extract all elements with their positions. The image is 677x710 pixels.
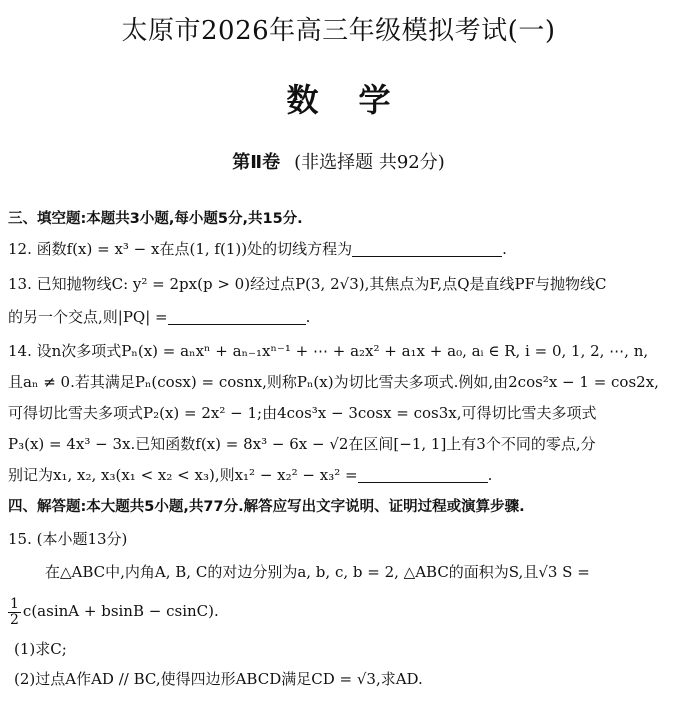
question-14-end: .: [487, 466, 493, 484]
fraction-denominator: 2: [10, 611, 19, 628]
question-13-end: .: [305, 308, 311, 326]
answer-blank-14[interactable]: [358, 466, 488, 483]
question-15-formula: c(asinA + bsinB − csinC).: [22, 602, 219, 620]
question-14-line-3: 可得切比雪夫多项式P₂(x) = 2x² − 1;由4cos³x − 3cosx = cos3x,可得切比雪夫多项式: [8, 404, 597, 422]
fraction-numerator: 1: [10, 595, 19, 612]
volume-note: (非选择题 共92分): [294, 152, 445, 173]
section-4-heading: 四、解答题:本大题共5小题,共77分.解答应写出文字说明、证明过程或演算步骤.: [8, 499, 525, 515]
volume-line: [0, 148, 677, 174]
question-12-end: .: [502, 240, 507, 258]
section-3-heading: 三、填空题:本题共3小题,每小题5分,共15分.: [8, 211, 303, 227]
question-14-line-5: [8, 464, 672, 486]
question-14-line-1: 14. 设n次多项式Pₙ(x) = aₙxⁿ + aₙ₋₁xⁿ⁻¹ + ⋯ + a₂x² + a₁x + a₀, aᵢ ∈ R, i = 0, 1, 2, ⋯, n,: [8, 342, 649, 360]
question-15-line-1: 在△ABC中,内角A, B, C的对边分别为a, b, c, b = 2, △ABC的面积为S,且√3 S =: [45, 563, 590, 581]
answer-blank-13[interactable]: [168, 308, 306, 325]
question-14-text: 别记为x₁, x₂, x₃(x₁ < x₂ < x₃),则x₁² − x₂² − x₃² =: [8, 466, 358, 484]
subject-title: 数学: [286, 81, 431, 119]
question-13-line-2: [8, 306, 672, 328]
question-14-line-4: P₃(x) = 4x³ − 3x.已知函数f(x) = 8x³ − 6x − √2在区间[−1, 1]上有3个不同的零点,分: [8, 435, 596, 453]
exam-title: 太原市2026年高三年级模拟考试(一): [121, 16, 556, 46]
question-15-line-2: [8, 594, 672, 628]
question-12-text: 12. 函数f(x) = x³ − x在点(1, f(1))处的切线方程为: [8, 240, 353, 258]
answer-blank-12[interactable]: [352, 240, 502, 257]
question-13-line-1: 13. 已知抛物线C: y² = 2px(p > 0)经过点P(3, 2√3),其焦点为F,点Q是直线PF与抛物线C: [8, 275, 607, 293]
question-15-title: 15. (本小题13分): [8, 530, 128, 548]
question-15-part-1: (1)求C;: [14, 640, 67, 658]
question-15-part-2: (2)过点A作AD // BC,使得四边形ABCD满足CD = √3,求AD.: [14, 670, 423, 688]
question-12: [8, 238, 672, 260]
fraction-one-half: [8, 597, 21, 628]
question-14-line-2: 且aₙ ≠ 0.若其满足Pₙ(cosx) = cosnx,则称Pₙ(x)为切比雪夫多项式.例如,由2cos²x − 1 = cos2x,: [8, 373, 659, 391]
question-13-text: 的另一个交点,则|PQ| =: [8, 308, 168, 326]
volume-name: 第Ⅱ卷: [232, 152, 281, 173]
